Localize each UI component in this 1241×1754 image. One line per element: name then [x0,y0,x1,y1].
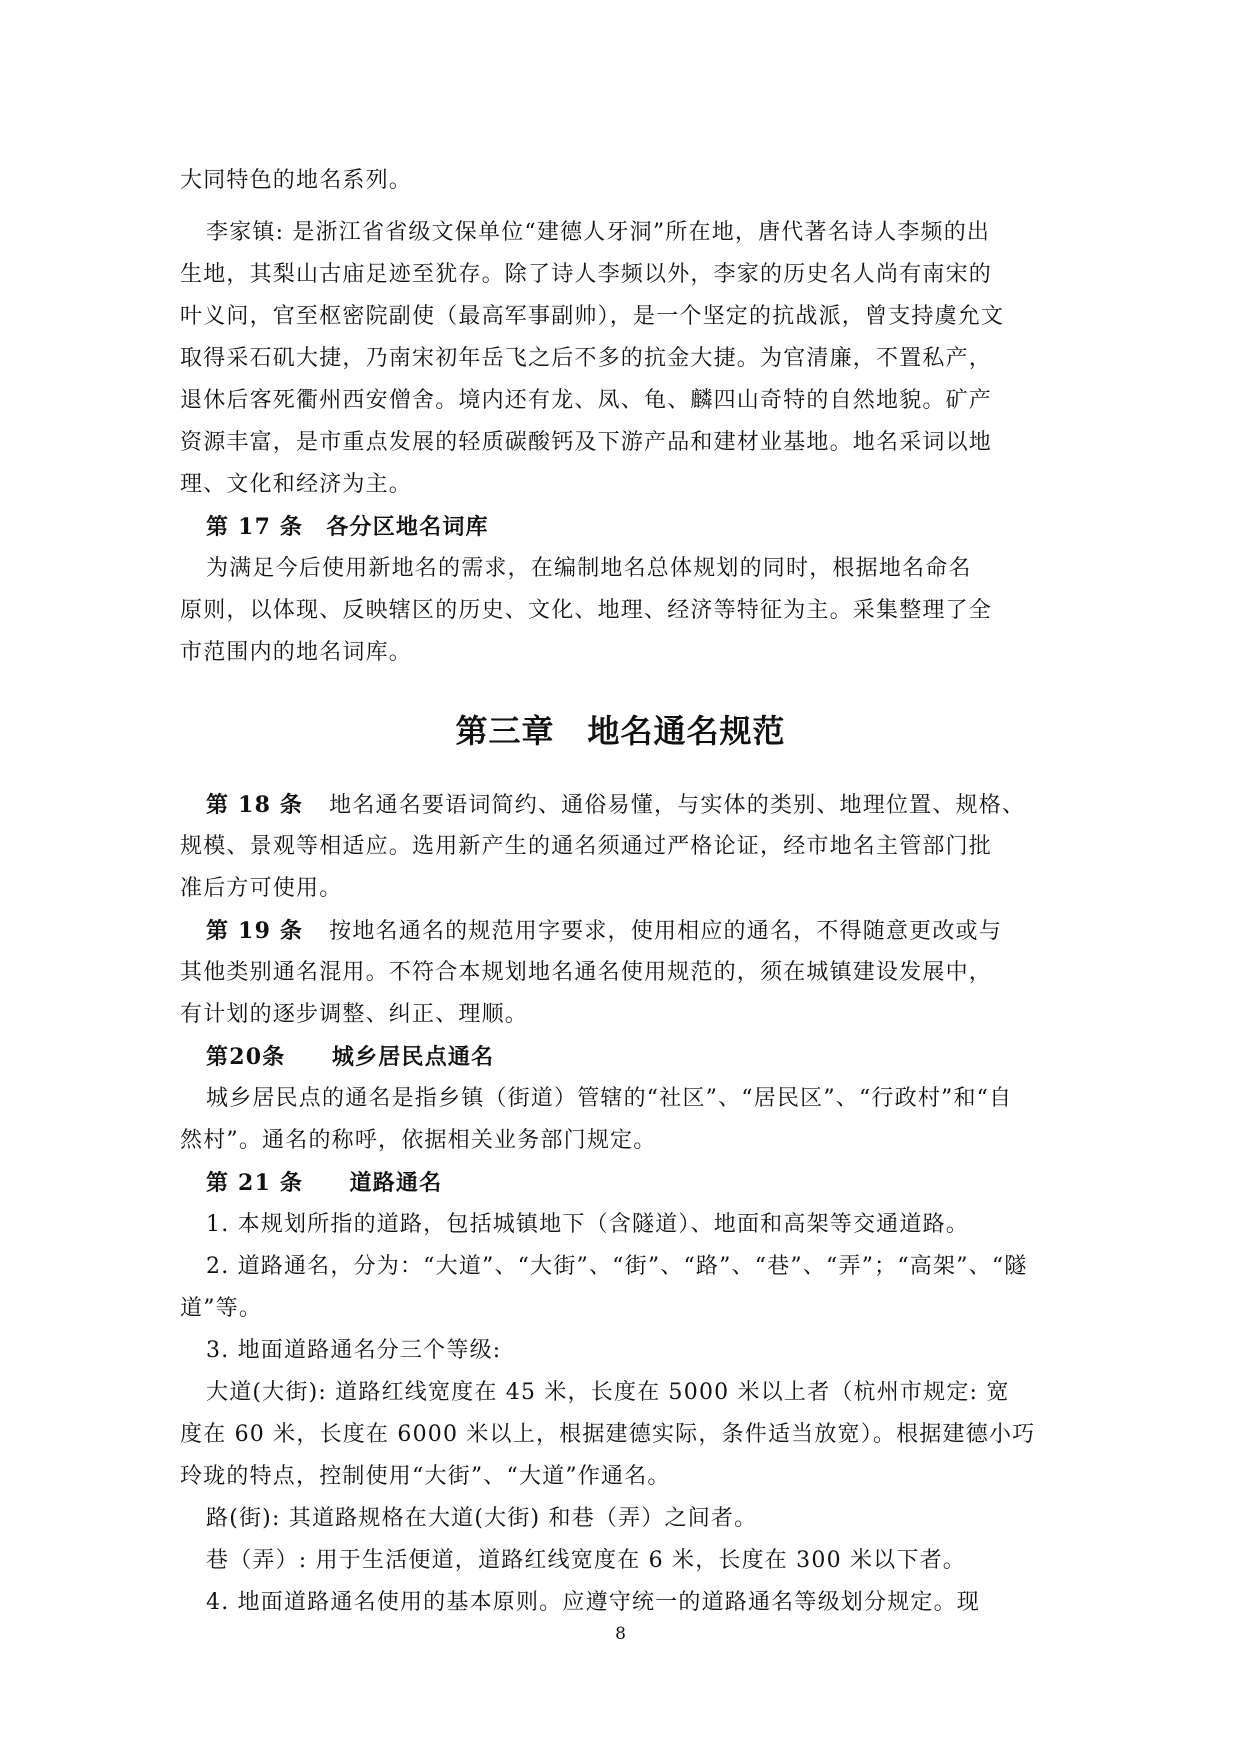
text-line: 道”等。 [180,1296,263,1321]
text-line: 原则，以体现、反映辖区的历史、文化、地理、经济等特征为主。采集整理了全 [180,598,993,623]
text-line: 然村”。通名的称呼，依据相关业务部门规定。 [180,1128,657,1153]
text-line: 4. 地面道路通名使用的基本原则。应遵守统一的道路通名等级划分规定。现 [206,1590,980,1615]
text-line: 理、文化和经济为主。 [180,472,413,497]
article-heading: 第 17 条 各分区地名词库 [206,514,489,540]
article-heading: 第20条 城乡居民点通名 [206,1044,495,1070]
text-line: 大道(大街): 道路红线宽度在 45 米，长度在 5000 米以上者（杭州市规定: 宽 [206,1380,1010,1405]
text-line: 市范围内的地名词库。 [180,640,413,665]
text-line: 其他类别通名混用。不符合本规划地名通名使用规范的，须在城镇建设发展中， [180,960,993,985]
text-line: 1. 本规划所指的道路，包括城镇地下（含隧道）、地面和高架等交通道路。 [206,1212,969,1237]
text-line: 取得采石矶大捷，乃南宋初年岳飞之后不多的抗金大捷。为官清廉，不置私产， [180,346,993,371]
text-line: 为满足今后使用新地名的需求，在编制地名总体规划的同时，根据地名命名 [206,556,972,581]
text-line: 资源丰富，是市重点发展的轻质碳酸钙及下游产品和建材业基地。地名采词以地 [180,430,993,455]
text-line: 城乡居民点的通名是指乡镇（街道）管辖的“社区”、“居民区”、“行政村”和“自 [206,1086,1013,1111]
article-text: 按地名通名的规范用字要求，使用相应的通名，不得随意更改或与 [329,919,1002,944]
article-number: 第 18 条 [206,792,304,818]
text-line: 有计划的逐步调整、纠正、理顺。 [180,1002,529,1027]
text-line: 玲珑的特点，控制使用“大街”、“大道”作通名。 [180,1464,671,1489]
page-number: 8 [615,1624,626,1644]
article-text: 地名通名要语词简约、通俗易懂，与实体的类别、地理位置、规格、 [329,793,1026,818]
text-line: 2. 道路通名，分为：“大道”、“大街”、“街”、“路”、“巷”、“弄”；“高架”、“隧 [206,1254,1028,1279]
text-line: 退休后客死衢州西安僧舍。境内还有龙、凤、龟、麟四山奇特的自然地貌。矿产 [180,388,993,413]
text-line: 度在 60 米，长度在 6000 米以上，根据建德实际，条件适当放宽）。根据建德小巧 [180,1422,1036,1447]
text-line [180,920,1086,943]
text-line: 准后方可使用。 [180,876,343,901]
text-line: 巷（弄）: 用于生活便道，道路红线宽度在 6 米，长度在 300 米以下者。 [206,1548,966,1573]
text-line: 3. 地面道路通名分三个等级: [206,1338,502,1363]
text-line: 规模、景观等相适应。选用新产生的通名须通过严格论证，经市地名主管部门批 [180,834,993,859]
text-line: 生地，其梨山古庙足迹至犹存。除了诗人李频以外，李家的历史名人尚有南宋的 [180,262,993,287]
text-line [180,794,1086,817]
text-line: 大同特色的地名系列。 [180,168,413,193]
article-heading: 第 21 条 道路通名 [206,1170,443,1196]
chapter-title: 第三章 地名通名规范 [455,712,786,750]
text-line: 路(街): 其道路规格在大道(大街) 和巷（弄）之间者。 [206,1506,758,1531]
article-number: 第 19 条 [206,918,304,944]
text-line: 叶义问，官至枢密院副使（最高军事副帅），是一个坚定的抗战派，曾支持虞允文 [180,304,1005,329]
text-line: 李家镇: 是浙江省省级文保单位“建德人牙洞”所在地，唐代著名诗人李频的出 [206,220,991,245]
